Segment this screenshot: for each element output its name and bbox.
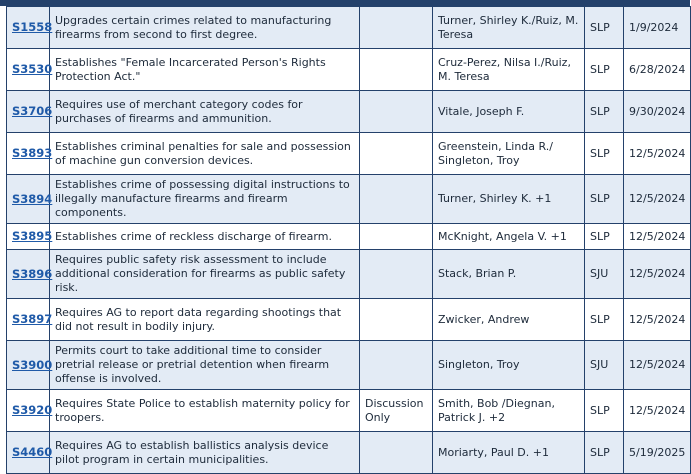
bill-status: [360, 91, 433, 133]
table-row: [7, 390, 691, 432]
bill-sponsors: Vitale, Joseph F.: [433, 91, 585, 133]
bill-number-cell: [7, 7, 53, 49]
bill-sponsors: Singleton, Troy: [433, 341, 585, 390]
bill-number-cell: [7, 432, 53, 474]
bill-number-link[interactable]: S3895: [12, 229, 53, 243]
bill-number-cell: [7, 224, 53, 250]
bill-sponsors: Turner, Shirley K./Ruiz, M. Teresa: [433, 7, 585, 49]
bill-status: [360, 224, 433, 250]
bill-date: 6/28/2024: [624, 49, 691, 91]
bill-committee: SLP: [585, 224, 624, 250]
bill-description: Establishes criminal penalties for sale and possession of machine gun conversion devices.: [50, 133, 360, 175]
bill-number-cell: [7, 250, 53, 299]
bill-committee: SJU: [585, 250, 624, 299]
bill-number-link[interactable]: S3900: [12, 357, 53, 372]
bill-number-cell: [7, 133, 53, 175]
table-row: [7, 175, 691, 224]
bill-sponsors: Moriarty, Paul D. +1: [433, 432, 585, 474]
bill-number-link[interactable]: S3897: [12, 312, 53, 326]
bill-status: [360, 250, 433, 299]
bill-description: Establishes "Female Incarcerated Person's Rights Protection Act.": [50, 49, 360, 91]
bill-date: 12/5/2024: [624, 341, 691, 390]
bill-date: 12/5/2024: [624, 133, 691, 175]
bill-number-link[interactable]: S4460: [12, 445, 53, 459]
bill-description: Establishes crime of possessing digital instructions to illegally manufacture firearms and firearm components.: [50, 175, 360, 224]
bill-number-link[interactable]: S3894: [12, 191, 53, 206]
bill-sponsors: McKnight, Angela V. +1: [433, 224, 585, 250]
table-row: [7, 250, 691, 299]
bill-date: 12/5/2024: [624, 250, 691, 299]
bill-date: 12/5/2024: [624, 224, 691, 250]
bill-status: [360, 299, 433, 341]
bill-number-link[interactable]: S3530: [12, 62, 53, 76]
bill-status: Discussion Only: [360, 390, 433, 432]
bill-description: Requires State Police to establish maternity policy for troopers.: [50, 390, 360, 432]
bill-number-link[interactable]: S3893: [12, 146, 53, 160]
bill-number-cell: [7, 91, 53, 133]
bill-description: Permits court to take additional time to consider pretrial release or pretrial detention when firearm offense is involved.: [50, 341, 360, 390]
bill-sponsors: Turner, Shirley K. +1: [433, 175, 585, 224]
table-row: [7, 91, 691, 133]
bill-number-cell: [7, 299, 53, 341]
bill-sponsors: Zwicker, Andrew: [433, 299, 585, 341]
bill-number-cell: [7, 175, 53, 224]
bill-description: Upgrades certain crimes related to manufacturing firearms from second to first degree.: [50, 7, 360, 49]
bill-status: [360, 49, 433, 91]
bills-table-body: [7, 7, 691, 474]
bill-description: Requires AG to report data regarding shootings that did not result in bodily injury.: [50, 299, 360, 341]
bill-number-cell: [7, 390, 53, 432]
bill-description: Requires AG to establish ballistics analysis device pilot program in certain municipalities.: [50, 432, 360, 474]
bill-sponsors: Smith, Bob /Diegnan, Patrick J. +2: [433, 390, 585, 432]
bill-status: [360, 341, 433, 390]
bill-date: 12/5/2024: [624, 390, 691, 432]
bill-sponsors: Stack, Brian P.: [433, 250, 585, 299]
bill-date: 9/30/2024: [624, 91, 691, 133]
bill-number-cell: [7, 49, 53, 91]
bill-committee: SLP: [585, 390, 624, 432]
bill-committee: SLP: [585, 133, 624, 175]
bill-number-link[interactable]: S1558: [12, 20, 53, 34]
bill-date: 12/5/2024: [624, 175, 691, 224]
table-row: [7, 49, 691, 91]
table-row: [7, 432, 691, 474]
bill-committee: SLP: [585, 49, 624, 91]
table-row: [7, 299, 691, 341]
table-row: [7, 341, 691, 390]
bill-committee: SLP: [585, 175, 624, 224]
table-row: [7, 133, 691, 175]
table-row: [7, 7, 691, 49]
bill-description: Requires public safety risk assessment to include additional consideration for firearms as public safety risk.: [50, 250, 360, 299]
bill-committee: SLP: [585, 91, 624, 133]
bill-number-link[interactable]: S3896: [12, 266, 53, 281]
bill-status: [360, 7, 433, 49]
bill-status: [360, 432, 433, 474]
bill-sponsors: Greenstein, Linda R./ Singleton, Troy: [433, 133, 585, 175]
bill-status: [360, 175, 433, 224]
bill-committee: SLP: [585, 432, 624, 474]
bill-number-cell: [7, 341, 53, 390]
bill-status: [360, 133, 433, 175]
bill-description: Requires use of merchant category codes for purchases of firearms and ammunition.: [50, 91, 360, 133]
bill-sponsors: Cruz-Perez, Nilsa I./Ruiz, M. Teresa: [433, 49, 585, 91]
bill-committee: SLP: [585, 299, 624, 341]
bill-description: Establishes crime of reckless discharge of firearm.: [50, 224, 360, 250]
bill-number-link[interactable]: S3706: [12, 104, 53, 118]
table-row: [7, 224, 691, 250]
bill-committee: SJU: [585, 341, 624, 390]
bills-table: [6, 6, 691, 474]
bill-date: 12/5/2024: [624, 299, 691, 341]
bill-date: 5/19/2025: [624, 432, 691, 474]
bill-date: 1/9/2024: [624, 7, 691, 49]
bill-committee: SLP: [585, 7, 624, 49]
bill-number-link[interactable]: S3920: [12, 403, 53, 417]
